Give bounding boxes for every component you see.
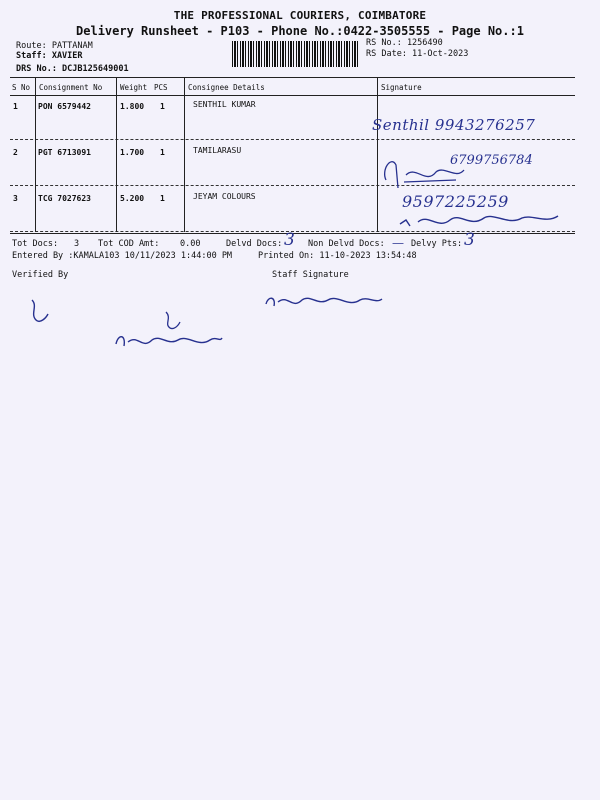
col-weight: Weight	[120, 83, 148, 92]
signature-scribble	[398, 208, 568, 234]
rs-date: RS Date: 11-Oct-2023	[366, 49, 469, 59]
non-delvd-docs-value: —	[392, 236, 404, 250]
table-top-rule	[10, 77, 575, 78]
delvy-pts-label: Delvy Pts:	[411, 239, 463, 249]
handwritten-signature: 6799756784	[450, 153, 533, 168]
drs-number: DRS No.: DCJB125649001	[16, 64, 129, 74]
row-consignment: PGT 6713091	[38, 148, 91, 157]
col-signature: Signature	[381, 83, 422, 92]
table-header-rule	[10, 95, 575, 96]
delvd-docs-label: Delvd Docs:	[226, 239, 283, 249]
column-divider	[35, 77, 36, 232]
row-divider	[10, 185, 575, 186]
handwritten-signature: Senthil 9943276257	[372, 116, 536, 134]
col-sno: S No	[12, 83, 31, 92]
printed-on: Printed On: 11-10-2023 13:54:48	[258, 251, 417, 261]
row-pcs: 1	[160, 194, 165, 203]
non-delvd-docs-label: Non Delvd Docs:	[308, 239, 385, 249]
row-pcs: 1	[160, 102, 165, 111]
tot-cod-value: 0.00	[180, 239, 201, 249]
row-consignment: TCG 7027623	[38, 194, 91, 203]
company-name: THE PROFESSIONAL COURIERS, COIMBATORE	[173, 9, 427, 22]
handwritten-signature: 9597225259	[402, 192, 509, 211]
row-weight: 5.200	[120, 194, 145, 203]
row-divider	[10, 139, 575, 140]
row-weight: 1.800	[120, 102, 145, 111]
barcode-image	[232, 41, 358, 67]
tot-docs-label: Tot Docs:	[12, 239, 59, 249]
col-pcs: PCS	[154, 83, 168, 92]
row-sno: 1	[13, 102, 18, 111]
row-weight: 1.700	[120, 148, 145, 157]
row-sno: 2	[13, 148, 18, 157]
row-consignee: TAMILARASU	[193, 146, 242, 155]
row-consignee: SENTHIL KUMAR	[193, 100, 256, 109]
column-divider	[116, 77, 117, 232]
staff-signature-scribble	[262, 290, 387, 316]
tot-docs-value: 3	[74, 239, 80, 249]
col-consignment: Consignment No	[39, 83, 103, 92]
delvd-docs-value: 3	[284, 230, 295, 250]
staff-signature-label: Staff Signature	[272, 270, 349, 280]
staff: Staff: XAVIER	[16, 51, 83, 61]
tot-cod-label: Tot COD Amt:	[98, 239, 160, 249]
signature-scribble	[376, 150, 466, 190]
delvy-pts-value: 3	[464, 230, 475, 250]
entered-by: Entered By :KAMALA103 10/11/2023 1:44:00 PM	[12, 251, 233, 261]
col-consignee: Consignee Details	[188, 83, 265, 92]
row-pcs: 1	[160, 148, 165, 157]
column-divider	[184, 77, 185, 232]
verifier-initial-scribble	[26, 296, 54, 326]
row-consignment: PON 6579442	[38, 102, 91, 111]
row-consignee: JEYAM COLOURS	[193, 192, 256, 201]
verified-by-label: Verified By	[12, 270, 69, 280]
rs-number: RS No.: 1256490	[366, 38, 443, 48]
verifier-signature-scribble	[112, 328, 224, 356]
runsheet-title: Delivery Runsheet - P103 - Phone No.:0422-3505555 - Page No.:1	[76, 24, 524, 38]
route: Route: PATTANAM	[16, 41, 93, 51]
row-sno: 3	[13, 194, 18, 203]
